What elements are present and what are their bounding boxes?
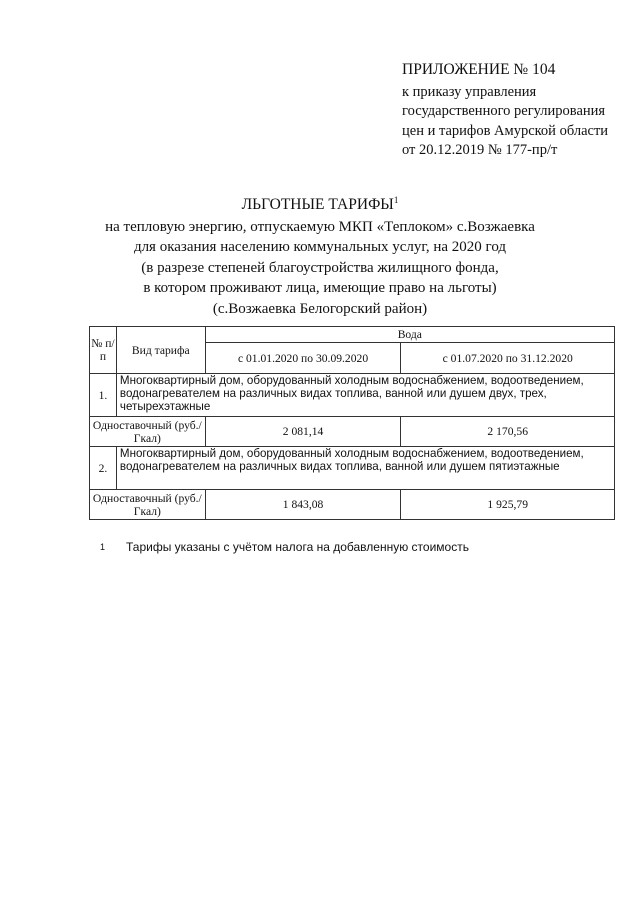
table-row	[90, 447, 615, 490]
row-value: 1 925,79	[401, 490, 615, 520]
row-description: Многоквартирный дом, оборудованный холодным водоснабжением, водоотведением, водонагревателем на различных видах топлива, ванной или душем двух, трех, четырехэтажные	[116, 374, 614, 417]
footnote-mark: 1	[100, 542, 106, 552]
heading-line: (с.Возжаевка Белогорский район)	[212, 300, 428, 317]
appendix-title: ПРИЛОЖЕНИЕ № 104	[402, 61, 556, 78]
row-number: 2.	[90, 447, 117, 490]
appendix-line: государственного регулирования	[402, 103, 606, 119]
document-title	[100, 190, 540, 216]
heading-line: на тепловую энергию, отпускаемую МКП «Теплоком» с.Возжаевка	[105, 218, 535, 235]
row-tariff-type: Одноставочный (руб./Гкал)	[90, 417, 206, 447]
heading-line: для оказания населению коммунальных услуг, на 2020 год	[133, 239, 507, 255]
tariff-table	[89, 326, 615, 520]
header-number: № п/п	[90, 327, 117, 374]
heading-line: в котором проживают лица, имеющие право на льготы)	[143, 280, 497, 296]
table-row	[90, 417, 615, 447]
row-description: Многоквартирный дом, оборудованный холодным водоснабжением, водоотведением, водонагревателем на различных видах топлива, ванной или душем пятиэтажные	[116, 447, 614, 490]
appendix-line: к приказу управления	[402, 83, 537, 100]
document-title-text: ЛЬГОТНЫЕ ТАРИФЫ	[241, 196, 394, 213]
row-value: 2 081,14	[205, 417, 401, 447]
row-number: 1.	[90, 374, 117, 417]
row-value: 2 170,56	[401, 417, 615, 447]
table-row	[90, 374, 615, 417]
footnote-text: Тарифы указаны с учётом налога на добавленную стоимость	[126, 540, 469, 554]
heading-line: (в разрезе степеней благоустройства жилищного фонда,	[141, 259, 499, 276]
row-value: 1 843,08	[205, 490, 401, 520]
appendix-block	[402, 60, 638, 161]
table-row	[90, 490, 615, 520]
header-period-1: с 01.01.2020 по 30.09.2020	[205, 343, 401, 374]
row-tariff-type: Одноставочный (руб./Гкал)	[90, 490, 206, 520]
header-water: Вода	[205, 327, 614, 343]
header-tariff-type: Вид тарифа	[116, 327, 205, 374]
header-period-2: с 01.07.2020 по 31.12.2020	[401, 343, 615, 374]
document-heading	[100, 190, 540, 319]
table-header-row	[90, 327, 615, 343]
appendix-line: цен и тарифов Амурской области	[402, 122, 609, 139]
footnote-reference: 1	[393, 195, 399, 205]
appendix-line: от 20.12.2019 № 177-пр/т	[402, 142, 558, 158]
